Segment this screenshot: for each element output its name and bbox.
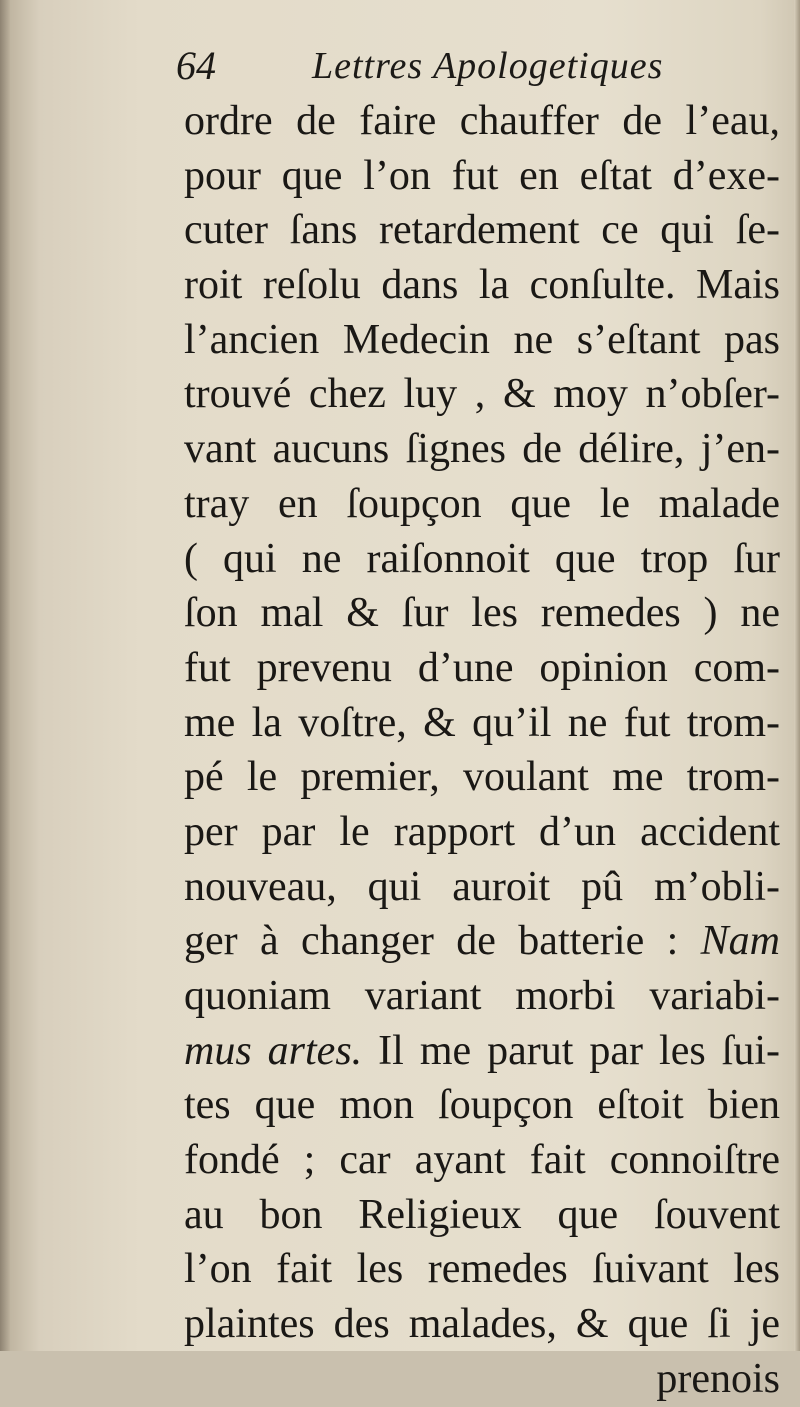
text-line: pé le premier, voulant me trom- (184, 754, 780, 801)
text-line: l’on fait les remedes ſuivant les (184, 1246, 780, 1293)
running-head (176, 40, 736, 98)
latin-quote-line: quoniam variant morbi variabi- (184, 973, 780, 1019)
catchword: prenois (656, 1355, 780, 1402)
text-line: vant aucuns ſignes de délire, j’en- (184, 426, 780, 473)
text-line: roit reſolu dans la conſulte. Mais (184, 262, 780, 309)
text-line (184, 914, 780, 969)
text-line: pour que l’on fut en eſtat d’exe- (184, 152, 780, 199)
text-line: ſon mal & ſur les remedes ) ne (184, 590, 780, 637)
body-text (184, 94, 780, 1407)
text-line: cuter ſans retardement ce qui ſe- (184, 207, 780, 254)
text-line: fondé ; car ayant fait connoiſtre (184, 1137, 780, 1184)
text-line: tray en ſoupçon que le malade (184, 480, 780, 527)
text-line: plaintes des malades, & que ſi je (184, 1301, 780, 1348)
text-line: per par le rapport d’un accident (184, 808, 780, 855)
text-line: tes que mon ſoupçon eſtoit bien (184, 1082, 780, 1129)
text-line (184, 1024, 780, 1079)
text-span: Il me parut par les ſui- (378, 1027, 780, 1074)
running-title: Lettres Apologetiques (312, 45, 664, 87)
text-line: l’ancien Medecin ne s’eſtant pas (184, 316, 780, 363)
text-line: fut prevenu d’une opinion com- (184, 644, 780, 691)
text-line: nouveau, qui auroit pû m’obli- (184, 863, 780, 910)
latin-quote: Nam (700, 918, 780, 965)
page-number: 64 (176, 43, 216, 88)
text-line: ordre de faire chauffer de l’eau, (184, 98, 780, 144)
text-line: ( qui ne raiſonnoit que trop ſur (184, 535, 780, 582)
text-line: au bon Religieux que ſouvent (184, 1191, 780, 1238)
latin-quote: mus artes. (184, 1027, 363, 1074)
text-span: ger à changer de batterie : (184, 918, 679, 965)
text-line: trouvé chez luy , & moy n’obſer- (184, 371, 780, 418)
text-line: me la voſtre, & qu’il ne fut trom- (184, 699, 780, 746)
